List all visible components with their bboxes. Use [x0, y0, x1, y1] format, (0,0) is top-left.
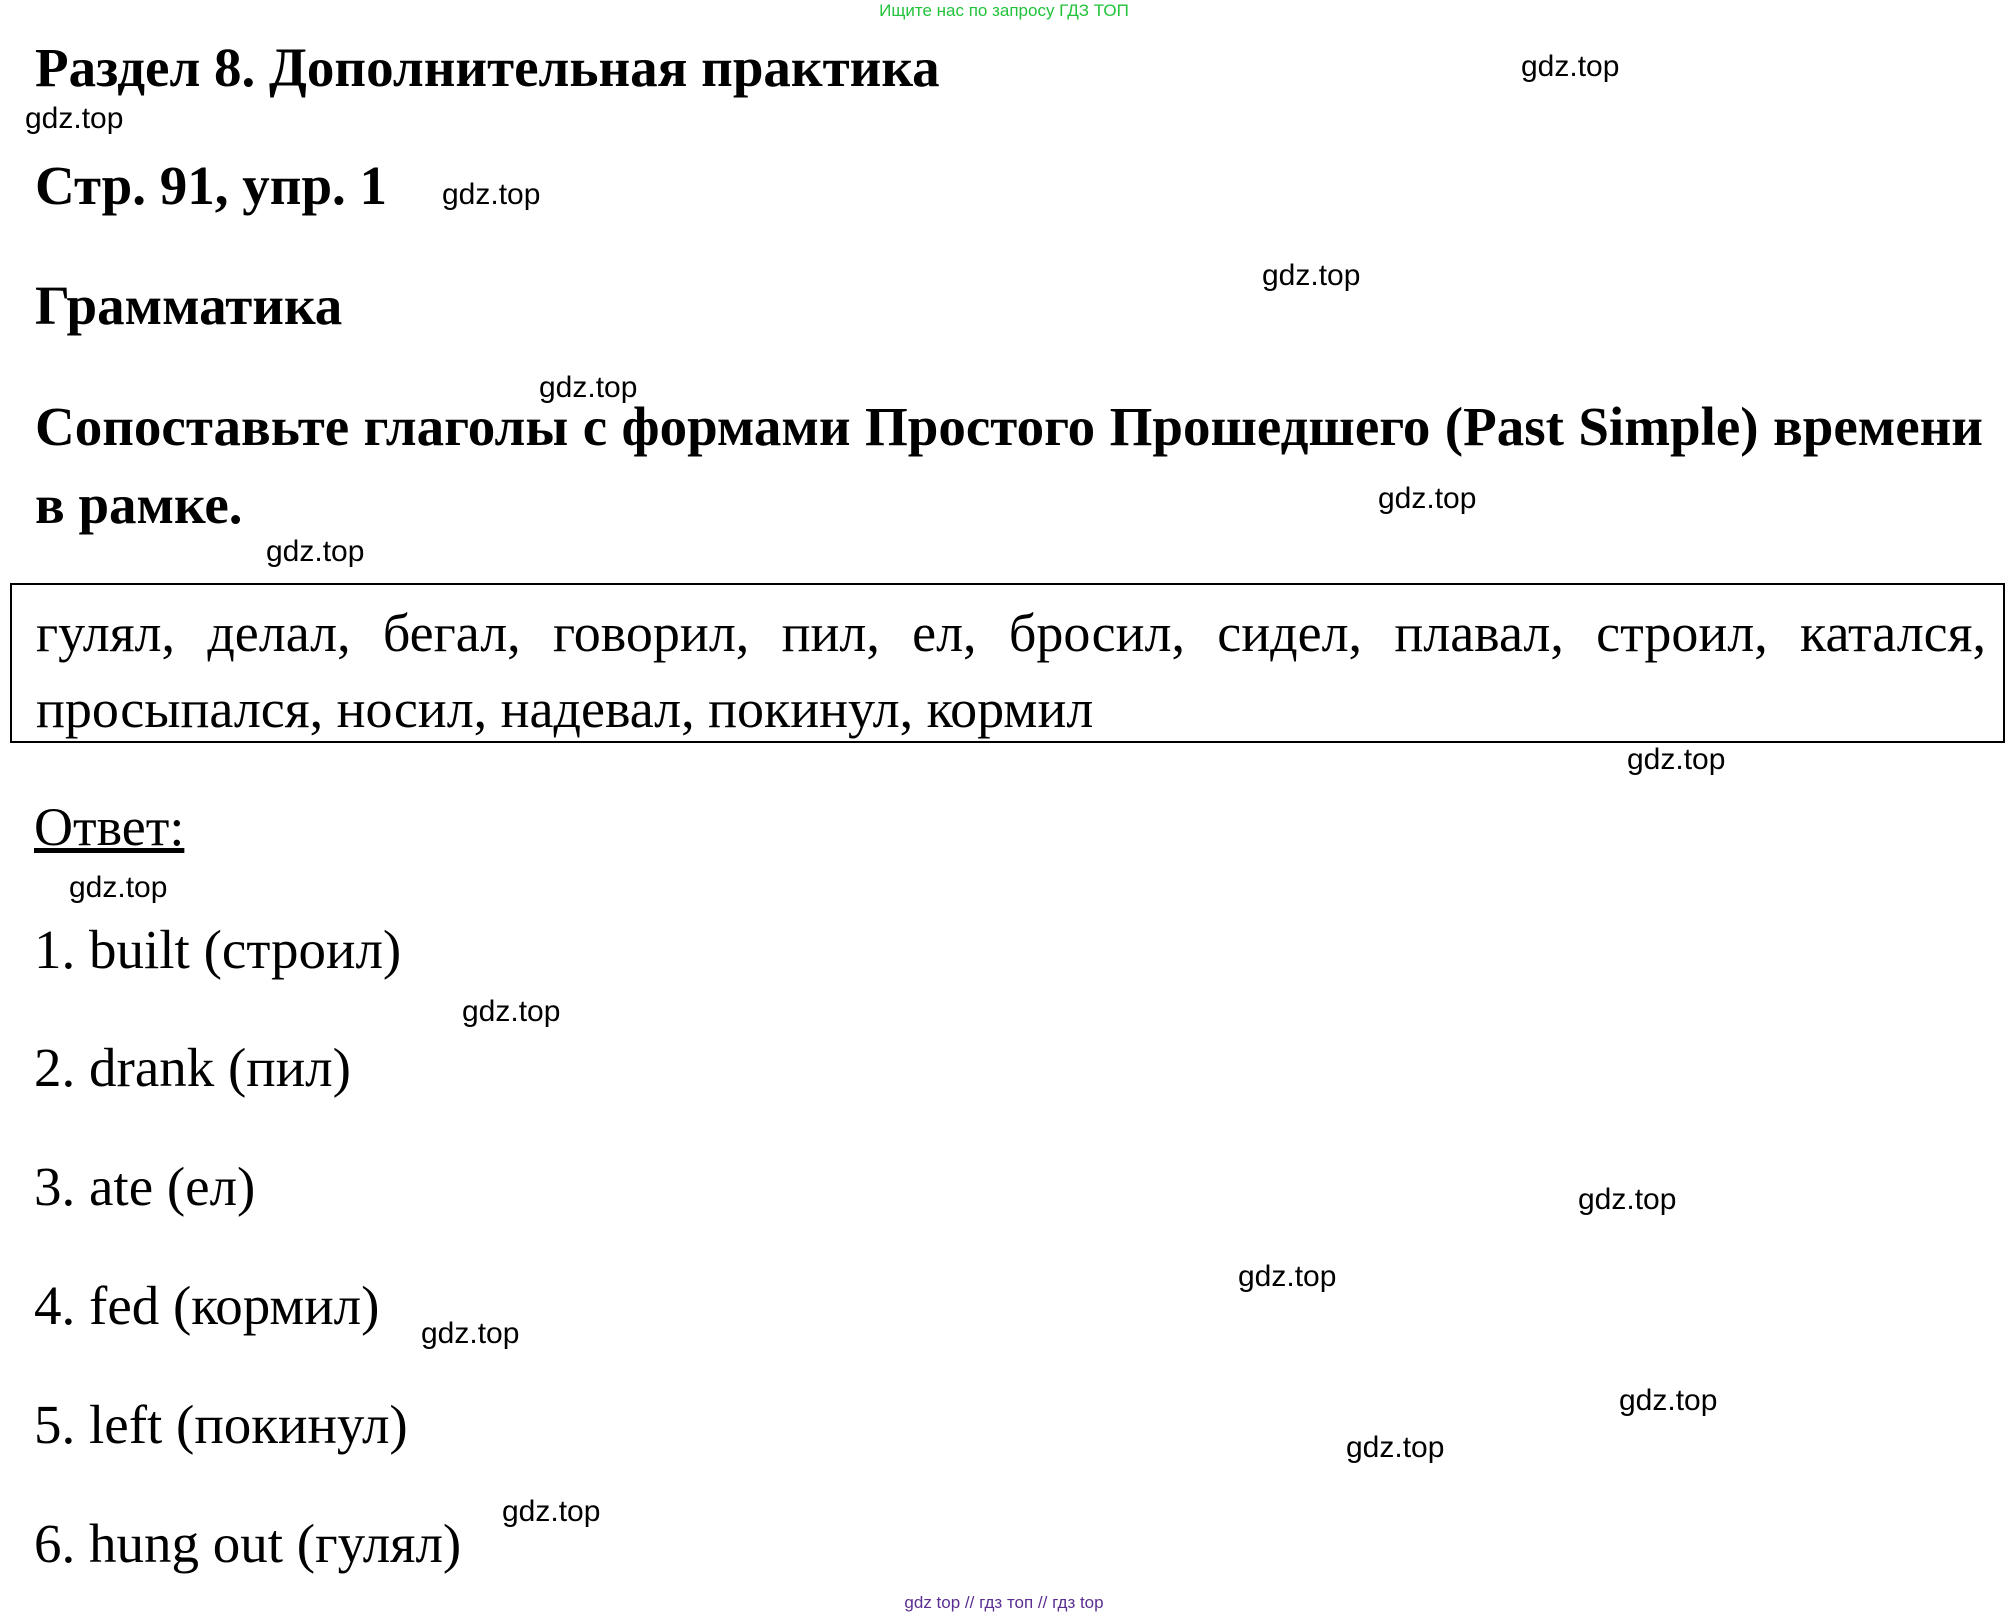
topic-heading: Грамматика	[35, 275, 343, 336]
watermark: gdz.top	[1378, 482, 1477, 515]
watermark: gdz.top	[442, 178, 541, 211]
exercise-reference: Стр. 91, упр. 1	[35, 155, 388, 216]
watermark: gdz.top	[1521, 50, 1620, 83]
watermark: gdz.top	[502, 1495, 601, 1528]
answer-item: 3. ate (ел)	[34, 1156, 256, 1217]
answer-item: 6. hung out (гулял)	[34, 1513, 462, 1574]
top-banner: Ищите нас по запросу ГДЗ ТОП	[879, 1, 1129, 20]
task-instruction: Сопоставьте глаголы с формами Простого Прошедшего (Past Simple) времени в рамке.	[35, 396, 1983, 535]
verb-box	[10, 583, 2005, 743]
answer-label: Ответ:	[34, 797, 185, 857]
watermark: gdz.top	[1346, 1431, 1445, 1464]
section-title: Раздел 8. Дополнительная практика	[35, 37, 940, 98]
answer-item: 4. fed (кормил)	[34, 1275, 380, 1336]
watermark: gdz.top	[266, 535, 365, 568]
answer-item: 2. drank (пил)	[34, 1037, 351, 1098]
watermark: gdz.top	[1578, 1183, 1677, 1216]
watermark: gdz.top	[69, 871, 168, 904]
bottom-links: gdz top // гдз топ // гдз top	[904, 1593, 1104, 1612]
watermark: gdz.top	[1238, 1260, 1337, 1293]
verb-list: гулял, делал, бегал, говорил, пил, ел, бросил, сидел, плавал, строил, катался, просыпался, носил, надевал, покинул, кормил	[36, 603, 1986, 739]
answer-item: 1. built (строил)	[34, 919, 402, 980]
answer-item: 5. left (покинул)	[34, 1394, 408, 1455]
watermark: gdz.top	[1619, 1384, 1718, 1417]
watermark: gdz.top	[25, 102, 124, 135]
watermark: gdz.top	[1627, 743, 1726, 776]
watermark: gdz.top	[421, 1317, 520, 1350]
watermark: gdz.top	[539, 371, 638, 404]
watermark: gdz.top	[462, 995, 561, 1028]
watermark: gdz.top	[1262, 259, 1361, 292]
